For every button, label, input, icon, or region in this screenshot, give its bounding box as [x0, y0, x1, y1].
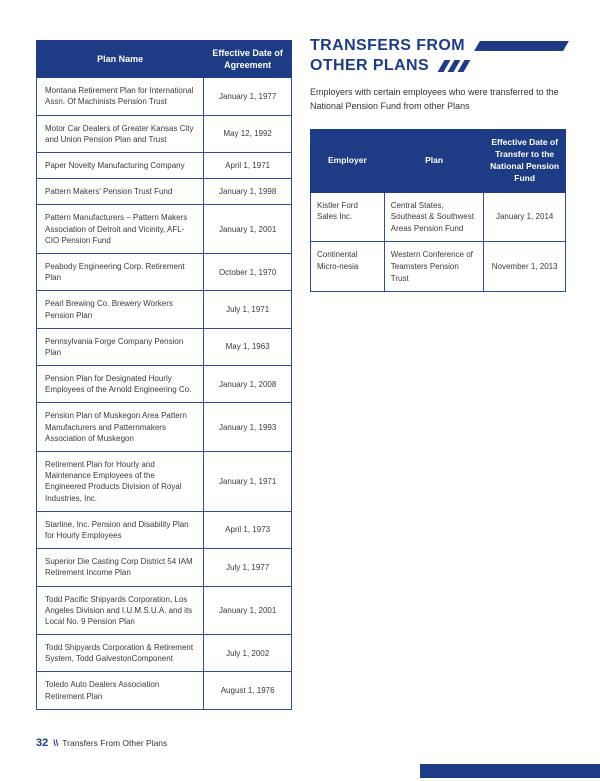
plan-date-cell: January 1, 1971 — [204, 452, 292, 512]
plan-date-cell: January 1, 1977 — [204, 78, 292, 115]
table-row — [37, 153, 292, 179]
plan-date-cell: January 1, 2008 — [204, 366, 292, 403]
footer-text: Transfers From Other Plans — [62, 738, 168, 748]
transfers-table-body — [311, 192, 566, 292]
table-row — [311, 192, 566, 242]
plan-date-cell: July 1, 1977 — [204, 549, 292, 586]
section-title-line-2 — [310, 56, 566, 76]
transfers-section — [310, 36, 566, 292]
plan-name-cell: Retirement Plan for Hourly and Maintenance Employees of the Engineered Products Division of Royal Industries, Inc. — [37, 452, 204, 512]
section-title-line-1 — [310, 36, 566, 56]
transfers-table — [310, 129, 566, 292]
plan-date-cell: October 1, 1970 — [204, 253, 292, 290]
plan-name-cell: Pattern Makers' Pension Trust Fund — [37, 179, 204, 205]
table-row — [37, 179, 292, 205]
table-row — [37, 672, 292, 709]
intro-paragraph: Employers with certain employees who were transferred to the National Pension Fund from other Plans — [310, 87, 559, 111]
transfers-table-header-row — [311, 130, 566, 193]
plan-cell: Western Conference of Teamsters Pension Trust — [384, 242, 484, 292]
table-row — [37, 511, 292, 548]
plan-name-cell: Todd Pacific Shipyards Corporation, Los Angeles Division and I.U.M.S.U.A. and its Local No. 9 Pension Plan — [37, 586, 204, 635]
employer-cell: Kistler Ford Sales Inc. — [311, 192, 385, 242]
plan-name-cell: Pattern Manufacturers – Pattern Makers Association of Detroit and Vicinity, AFL-CIO Pension Fund — [37, 205, 204, 254]
plan-date-cell: July 1, 1971 — [204, 291, 292, 328]
plan-name-cell: Superior Die Casting Corp District 54 IAM Retirement Income Plan — [37, 549, 204, 586]
plan-name-cell: Pension Plan of Muskegon Area Pattern Manufacturers and Patternmakers Association of Muskegon — [37, 403, 204, 452]
table-row — [37, 78, 292, 115]
plan-name-cell: Pearl Brewing Co. Brewery Workers Pension Plan — [37, 291, 204, 328]
transfers-header-date: Effective Date of Transfer to the National Pension Fund — [484, 130, 566, 193]
plan-date-cell: May 1, 1963 — [204, 328, 292, 365]
transfers-header-employer: Employer — [311, 130, 385, 193]
table-row — [37, 586, 292, 635]
table-row — [37, 635, 292, 672]
plan-date-cell: May 12, 1992 — [204, 115, 292, 152]
page-number: 32 — [36, 737, 49, 749]
transfers-header-plan: Plan — [384, 130, 484, 193]
plans-table-header-effective-date: Effective Date of Agreement — [204, 41, 292, 78]
plan-name-cell: Montana Retirement Plan for International Assn. Of Machinists Pension Trust — [37, 78, 204, 115]
page-title: TRANSFERS FROM — [310, 37, 465, 54]
plan-date-cell: January 1, 1993 — [204, 403, 292, 452]
title-bar-decoration — [474, 41, 569, 51]
page-footer — [36, 733, 167, 751]
table-row — [37, 328, 292, 365]
plan-name-cell: Toledo Auto Dealers Association Retirement Plan — [37, 672, 204, 709]
plan-name-cell: Todd Shipyards Corporation & Retirement System, Todd GalvestonComponent — [37, 635, 204, 672]
plans-table-section — [36, 40, 292, 710]
page-title: OTHER PLANS — [310, 57, 430, 74]
plan-name-cell: Motor Car Dealers of Greater Kansas City and Union Pension Plan and Trust — [37, 115, 204, 152]
employer-cell: Continental Micro-nesia — [311, 242, 385, 292]
table-row — [37, 452, 292, 512]
plans-table-header-row — [37, 41, 292, 78]
transfer-date-cell: January 1, 2014 — [484, 192, 566, 242]
plan-name-cell: Peabody Engineering Corp. Retirement Plan — [37, 253, 204, 290]
plan-date-cell: January 1, 2001 — [204, 205, 292, 254]
plans-table — [36, 40, 292, 710]
plan-name-cell: Pension Plan for Designated Hourly Employees of the Arnold Engineering Co. — [37, 366, 204, 403]
table-row — [37, 115, 292, 152]
plan-date-cell: August 1, 1976 — [204, 672, 292, 709]
plan-date-cell: April 1, 1971 — [204, 153, 292, 179]
plan-name-cell: Pennsylvania Forge Company Pension Plan — [37, 328, 204, 365]
table-row — [37, 403, 292, 452]
plan-cell: Central States, Southeast & Southwest Areas Pension Fund — [384, 192, 484, 242]
table-row — [37, 291, 292, 328]
plan-date-cell: January 1, 1998 — [204, 179, 292, 205]
plan-date-cell: July 1, 2002 — [204, 635, 292, 672]
bottom-bar-decoration — [420, 764, 600, 778]
plan-name-cell: Paper Novelty Manufacturing Company — [37, 153, 204, 179]
plan-name-cell: Starline, Inc. Pension and Disability Plan for Hourly Employees — [37, 511, 204, 548]
table-row — [311, 242, 566, 292]
footer-separator: \\ — [53, 738, 59, 748]
plan-date-cell: January 1, 2001 — [204, 586, 292, 635]
table-row — [37, 253, 292, 290]
plan-date-cell: April 1, 1973 — [204, 511, 292, 548]
title-stripes-decoration — [441, 60, 471, 72]
transfer-date-cell: November 1, 2013 — [484, 242, 566, 292]
table-row — [37, 549, 292, 586]
plans-table-body — [37, 78, 292, 710]
plans-table-header-plan-name: Plan Name — [37, 41, 204, 78]
table-row — [37, 205, 292, 254]
table-row — [37, 366, 292, 403]
